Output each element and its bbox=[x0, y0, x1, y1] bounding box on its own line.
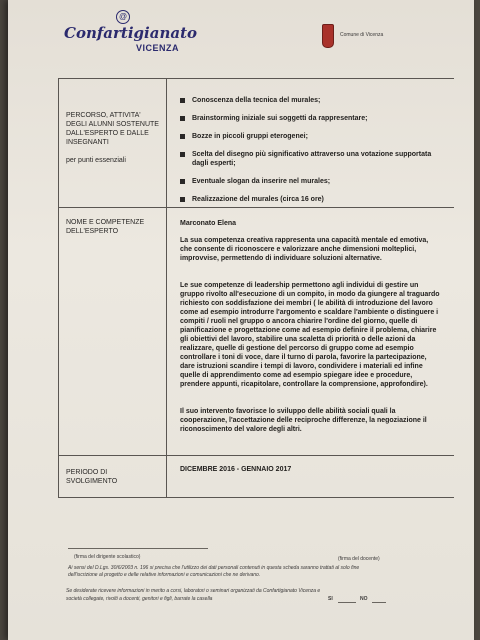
list-item: Brainstorming iniziale sui soggetti da rappresentare; bbox=[180, 114, 440, 123]
list-item: Realizzazione del murales (circa 16 ore) bbox=[180, 195, 440, 204]
logo-subtitle: VICENZA bbox=[136, 43, 180, 53]
column-divider bbox=[166, 78, 167, 498]
consent-yes-label: SI bbox=[328, 596, 333, 602]
table-top-border bbox=[58, 78, 454, 79]
list-item: Conoscenza della tecnica del murales; bbox=[180, 96, 440, 105]
signature-line-left bbox=[68, 548, 208, 549]
comune-label: Comune di Vicenza bbox=[340, 32, 384, 38]
periodo-value: DICEMBRE 2016 - GENNAIO 2017 bbox=[180, 466, 292, 473]
consent-no-label: NO bbox=[360, 596, 368, 602]
esperto-label: NOME E COMPETENZE DELL'ESPERTO bbox=[66, 219, 145, 235]
signature-caption-left: (firma del dirigente scolastico) bbox=[74, 554, 141, 560]
consent-yes-checkbox[interactable] bbox=[338, 602, 356, 603]
percorso-sublabel: per punti essenziali bbox=[66, 157, 126, 164]
expert-paragraph-1: La sua competenza creativa rappresenta una capacità mentale ed emotiva, che consente di riconoscere e valorizzare anche dimensioni molteplici, improvvise, permettendo di individuare soluzioni alternative. bbox=[180, 237, 429, 262]
activity-list bbox=[180, 96, 440, 213]
list-item: Bozze in piccoli gruppi eterogenei; bbox=[180, 132, 440, 141]
logo-name: Confartigianato bbox=[64, 24, 198, 42]
document-page bbox=[8, 0, 474, 640]
periodo-label: PERIODO DI SVOLGIMENTO bbox=[66, 469, 118, 485]
confartigianato-logo bbox=[64, 10, 198, 58]
expert-paragraph-3: Il suo intervento favorisce lo sviluppo delle abilità sociali quali la cooperazione, l'accettazione delle reciproche differenze, la negoziazione il riconoscimento del valore degli altri. bbox=[180, 408, 427, 433]
table-bottom-border bbox=[58, 497, 454, 498]
row-divider-2 bbox=[58, 455, 454, 456]
expert-paragraph-2: Le sue competenze di leadership permettono agli individui di gestire un gruppo rivolto all'esecuzione di un compito, in modo da giungere al traguardo richiesto con soddisfazione dei membri ( le abilità di introduzione del lavoro come ad esempio introdurre l'argomento e scaldare l'ambiente o distinguere i compiti / ruoli nel gruppo o ancora chiarire l'ordine del giorno, quelle di pianificazione e progettazione come ad esempio definire il problema, chiarire gli obiettivi del lavoro, stabilire una scaletta di priorità o delle azioni da realizzare, quelle di gestione del percorso di gruppo come ad esempio controllare i toni di voce, dare il turno di parola, favorire la partecipazione, dare istruzioni scandire i tempi di lavoro, condividere i materiali ed infine quelle di apprendimento come ad esempio spiegare idee e procedure, prendere appunti, ricapitolare, controllare la comprensione, approfondire). bbox=[180, 282, 440, 388]
city-crest-icon bbox=[322, 24, 334, 48]
list-item: Eventuale slogan da inserire nel murales; bbox=[180, 177, 440, 186]
expert-name: Marconato Elena bbox=[180, 220, 237, 227]
consent-line-1: Se desiderate ricevere informazioni in merito a corsi, laboratori o seminari organizzati da Confartigianato Vicenza e bbox=[66, 588, 321, 594]
consent-no-checkbox[interactable] bbox=[372, 602, 386, 603]
percorso-label: PERCORSO, ATTIVITA' DEGLI ALUNNI SOSTENUTE DALL'ESPERTO E DALLE INSEGNANTI bbox=[66, 112, 159, 146]
table-left-border bbox=[58, 78, 59, 498]
list-item: Scelta del disegno più significativo attraverso una votazione supportata dagli esperti; bbox=[180, 150, 440, 168]
logo-badge-icon: @ bbox=[116, 10, 130, 24]
consent-line-2: società collegate, rivolti a docenti, genitori e figli, barrate la casella bbox=[66, 596, 213, 602]
signature-caption-right: (firma del docente) bbox=[338, 556, 380, 562]
privacy-notice-line-2: dell'iscrizione al progetto e delle relative informazioni e comunicazioni che ne derivano. bbox=[68, 572, 261, 578]
privacy-notice-line-1: Ai sensi del D.Lgs. 30/6/2003 n. 196 si precisa che l'utilizzo dei dati personali contenuti in questa scheda saranno trattati al solo fine bbox=[68, 565, 360, 571]
